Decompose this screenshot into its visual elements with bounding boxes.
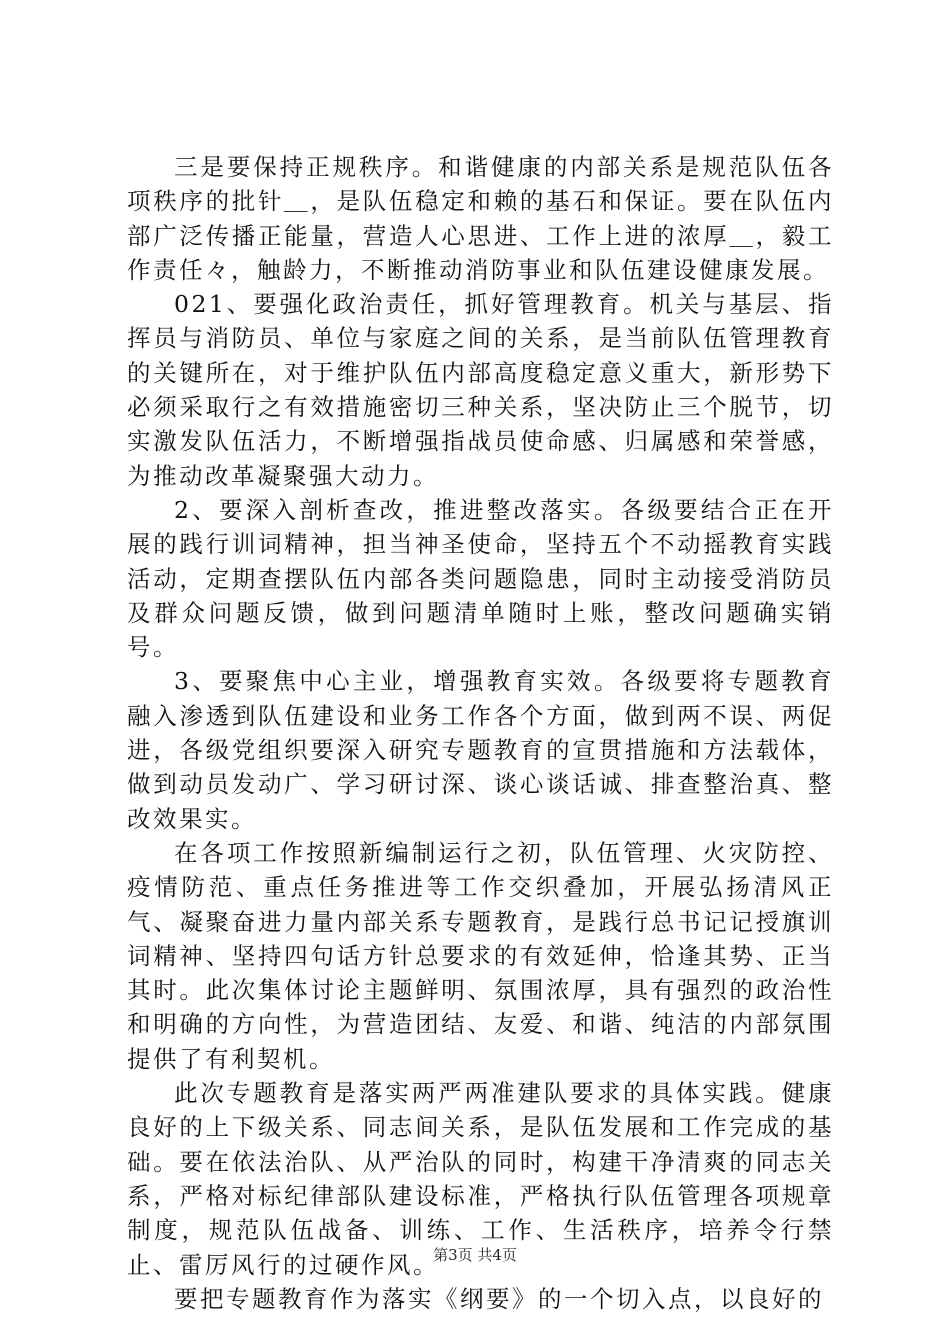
paragraph-5: 在各项工作按照新编制运行之初，队伍管理、火灾防控、疫情防范、重点任务推进等工作交织叠加，开展弘扬清风正气、凝聚奋进力量内部关系专题教育，是践行总书记记授旗训词精神、坚持四句话方针总要求的有效延伸，恰逢其势、正当其时。此次集体讨论主题鲜明、氛围浓厚，具有强烈的政治性和明确的方向性，为营造团结、友爱、和谐、纯洁的内部氛围提供了有利契机。 [127, 838, 834, 1073]
paragraph-4: 3、要聚焦中心主业，增强教育实效。各级要将专题教育融入渗透到队伍建设和业务工作各个方面，做到两不误、两促进，各级党组织要深入研究专题教育的宣贯措施和方法载体，做到动员发动广、学习研讨深、谈心谈话诚、排查整治真、整改效果实。 [127, 667, 834, 833]
paragraph-6: 此次专题教育是落实两严两准建队要求的具体实践。健康良好的上下级关系、同志间关系，是队伍发展和工作完成的基础。要在依法治队、从严治队的同时，构建干净清爽的同志关系，严格对标纪律部队建设标准，严格执行队伍管理各项规章制度，规范队伍战备、训练、工作、生活秩序，培养令行禁止、雷厉风行的过硬作风。 [127, 1079, 834, 1279]
paragraph-2: 021、要强化政治责任，抓好管理教育。机关与基层、指挥员与消防员、单位与家庭之间的关系，是当前队伍管理教育的关键所在，对于维护队伍内部高度稳定意义重大，新形势下必须采取行之有效措施密切三种关系，坚决防止三个脱节，切实激发队伍活力，不断增强指战员使命感、归属感和荣誉感，为推动改革凝聚强大动力。 [127, 290, 834, 490]
page-indicator: 第3页 共4页 [433, 1246, 517, 1264]
paragraph-7: 要把专题教育作为落实《纲要》的一个切入点，以良好的 [174, 1284, 824, 1313]
paragraph-3: 2、要深入剖析查改，推进整改落实。各级要结合正在开展的践行训词精神，担当神圣使命，坚持五个不动摇教育实践活动，定期查摆队伍内部各类问题隐患，同时主动接受消防员及群众问题反馈，做到问题清单随时上账，整改问题确实销号。 [127, 495, 834, 662]
document-body [127, 150, 834, 1316]
paragraph-1: 三是要保持正规秩序。和谐健康的内部关系是规范队伍各项秩序的批针＿，是队伍稳定和赖的基石和保证。要在队伍内部广泛传播正能量，营造人心思进、工作上进的浓厚＿，毅工作责任々，触龄力，不断推动消防事业和队伍建设健康发展。 [127, 153, 834, 284]
